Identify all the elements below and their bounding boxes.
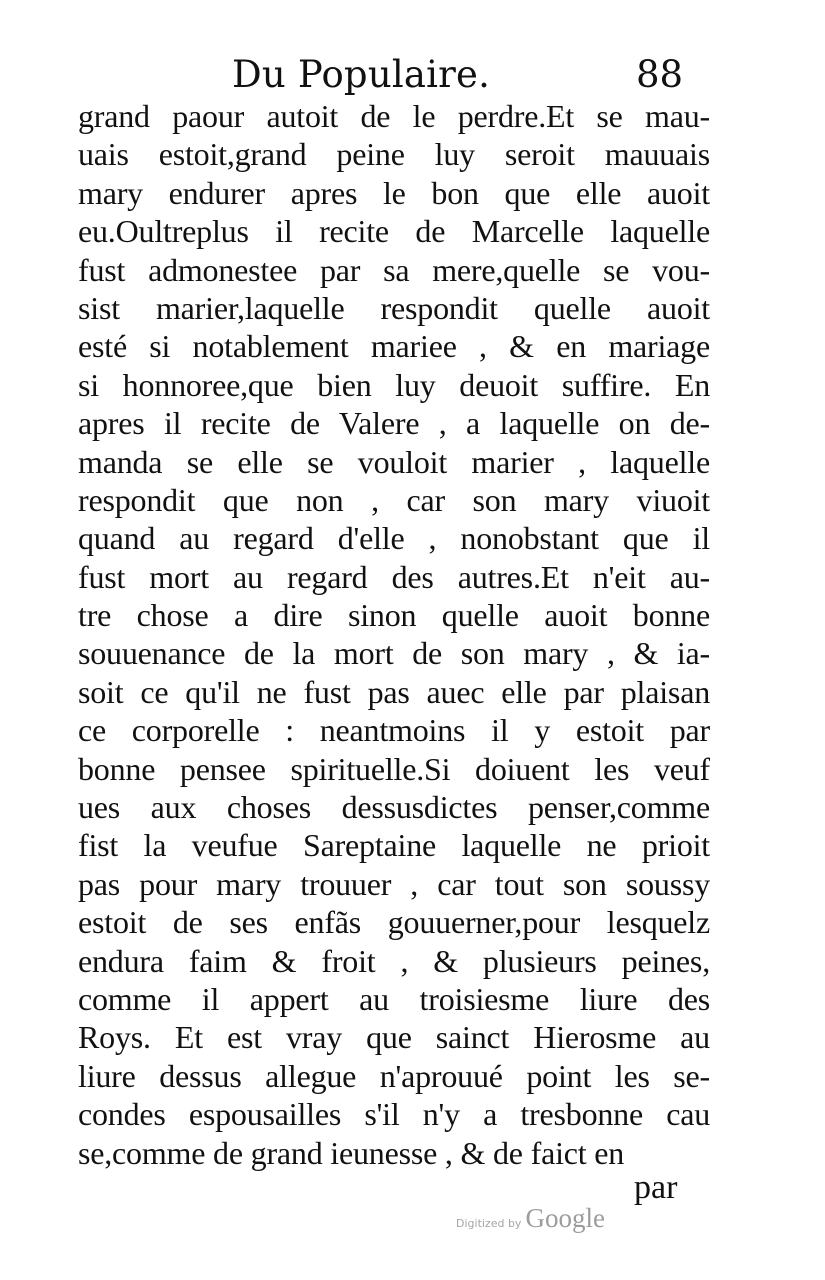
text-line-22: estoit de ses enfãs gouuerner,pour lesquelz — [78, 904, 710, 941]
text-line-24: comme il appert au troisiesme liure des — [78, 980, 710, 1017]
text-line-1: grand paour autoit de le perdre.Et se mau- — [78, 98, 710, 134]
text-line-15: souuenance de la mort de son mary , & ia- — [78, 635, 710, 672]
running-head — [0, 50, 825, 100]
text-line-16: soit ce qu'il ne fust pas auec elle par plaisan — [78, 673, 710, 710]
text-line-14: tre chose a dire sinon quelle auoit bonne — [78, 597, 710, 634]
text-line-20: fist la veufue Sareptaine laquelle ne prioit — [78, 827, 710, 864]
text-line-3: mary endurer apres le bon que elle auoit — [78, 174, 710, 211]
catchword: par — [634, 1169, 678, 1206]
text-line-23: endura faim & froit , & plusieurs peines, — [78, 942, 710, 979]
text-line-13: fust mort au regard des autres.Et n'eit au- — [78, 558, 710, 595]
text-line-9: apres il recite de Valere , a laquelle on de- — [78, 405, 710, 442]
text-line-10: manda se elle se vouloit marier , laquelle — [78, 443, 710, 480]
watermark-prefix: Digitized by — [456, 1217, 522, 1230]
text-block — [78, 97, 710, 1172]
text-line-12: quand au regard d'elle , nonobstant que il — [78, 520, 710, 557]
text-line-19: ues aux choses dessusdictes penser,comme — [78, 789, 710, 826]
running-title: Du Populaire. — [232, 53, 491, 96]
text-line-17: ce corporelle : neantmoins il y estoit par — [78, 712, 710, 749]
page-number: 88 — [636, 53, 684, 96]
text-line-6: sist marier,laquelle respondit quelle auoit — [78, 289, 710, 326]
text-line-28: se,comme de grand ieunesse , & de faict en — [78, 1134, 625, 1171]
text-line-21: pas pour mary trouuer , car tout son soussy — [78, 865, 710, 902]
text-line-2: uais estoit,grand peine luy seroit mauuais — [78, 136, 710, 173]
text-line-5: fust admonestee par sa mere,quelle se vou- — [78, 251, 710, 288]
google-logo: Google — [525, 1203, 605, 1233]
text-line-25: Roys. Et est vray que sainct Hierosme au — [78, 1019, 710, 1056]
text-line-27: condes espousailles s'il n'y a tresbonne cau — [78, 1096, 710, 1133]
digitized-watermark — [456, 1203, 605, 1243]
text-line-4: eu.Oultreplus il recite de Marcelle laquelle — [78, 213, 710, 250]
text-line-8: si honnoree,que bien luy deuoit suffire. En — [78, 366, 710, 403]
text-line-26: liure dessus allegue n'aprouué point les se- — [78, 1057, 710, 1094]
text-line-18: bonne pensee spirituelle.Si doiuent les veuf — [78, 750, 710, 787]
text-line-7: esté si notablement mariee , & en mariage — [78, 328, 710, 365]
text-line-11: respondit que non , car son mary viuoit — [78, 481, 710, 518]
